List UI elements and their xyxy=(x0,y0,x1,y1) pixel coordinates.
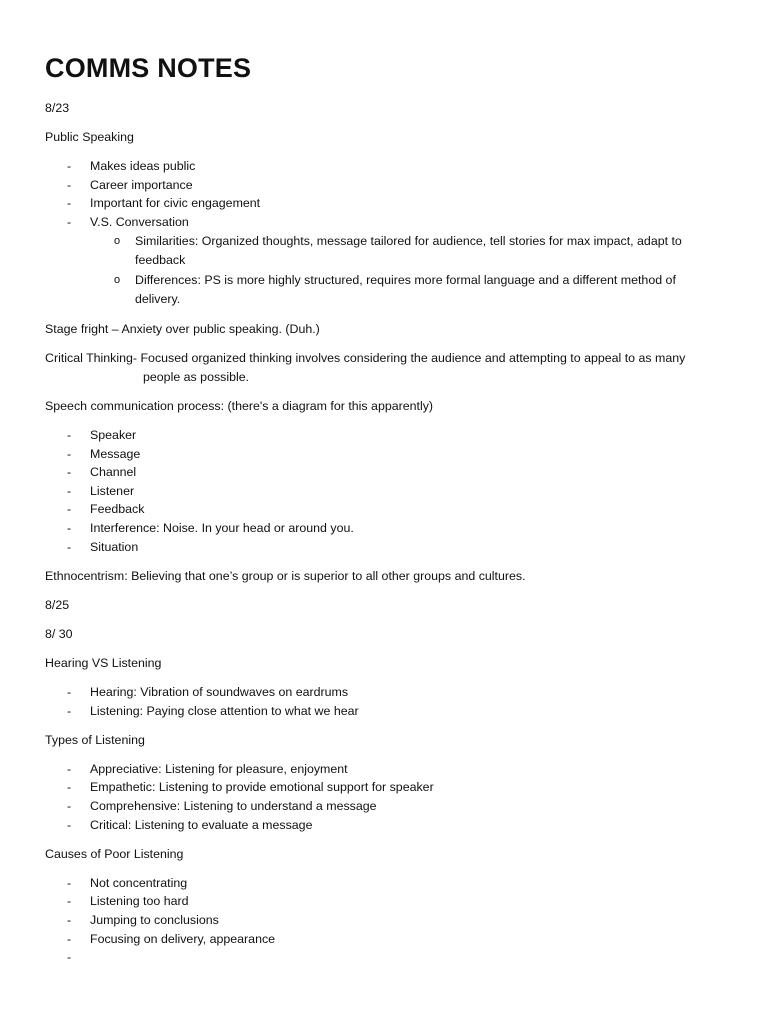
dash-bullet: - xyxy=(67,703,72,718)
dash-bullet: - xyxy=(67,427,72,442)
list-item xyxy=(45,816,723,835)
section-heading-speech-process: Speech communication process: (there's a diagram for this apparently) xyxy=(45,398,434,413)
sub-list-item xyxy=(45,271,723,310)
list-item-text: V.S. Conversation xyxy=(90,214,189,229)
dash-bullet: - xyxy=(67,931,72,946)
dash-bullet: - xyxy=(67,196,72,211)
ethnocentrism-note: Ethnocentrism: Believing that one’s group or is superior to all other groups and cultures. xyxy=(45,568,526,583)
list-item-text: Career importance xyxy=(90,177,193,192)
list-item xyxy=(45,426,723,445)
dash-bullet: - xyxy=(67,465,72,480)
list-item-text: Appreciative: Listening for pleasure, enjoyment xyxy=(90,761,348,776)
sub-list-item-text: Differences: PS is more highly structured, requires more formal language and a different method of delivery. xyxy=(135,272,676,307)
dash-bullet: - xyxy=(67,177,72,192)
list-item-text: Critical: Listening to evaluate a message xyxy=(90,817,313,832)
types-of-listening-list xyxy=(45,760,723,834)
public-speaking-list xyxy=(45,157,723,309)
dash-bullet: - xyxy=(67,780,72,795)
hearing-vs-listening-list xyxy=(45,683,723,720)
list-item-text: Listening too hard xyxy=(90,894,189,909)
list-item-text: Makes ideas public xyxy=(90,159,196,174)
stage-fright-note: Stage fright – Anxiety over public speaking. (Duh.) xyxy=(45,322,320,337)
list-item xyxy=(45,702,723,721)
sub-list-item xyxy=(45,232,723,271)
list-item-text: Focusing on delivery, appearance xyxy=(90,931,276,946)
list-item xyxy=(45,176,723,195)
list-item xyxy=(45,445,723,464)
list-item xyxy=(45,157,723,176)
list-item xyxy=(45,500,723,519)
conversation-sublist xyxy=(45,232,723,310)
list-item xyxy=(45,519,723,538)
dash-bullet: - xyxy=(67,483,72,498)
dash-bullet: - xyxy=(67,446,72,461)
list-item xyxy=(45,778,723,797)
section-heading-poor-listening: Causes of Poor Listening xyxy=(45,846,184,861)
date-heading: 8/25 xyxy=(45,597,70,612)
dash-bullet: - xyxy=(67,894,72,909)
list-item-text: Channel xyxy=(90,465,137,480)
dash-bullet: - xyxy=(67,214,72,229)
dash-bullet: - xyxy=(67,159,72,174)
list-item xyxy=(45,213,723,310)
list-item-text: Interference: Noise. In your head or around you. xyxy=(90,520,354,535)
list-item-text: Message xyxy=(90,446,141,461)
list-item-text: Not concentrating xyxy=(90,875,188,890)
list-item xyxy=(45,911,723,930)
list-item xyxy=(45,874,723,893)
dash-bullet: - xyxy=(67,539,72,554)
circle-bullet: o xyxy=(114,234,121,247)
speech-process-list xyxy=(45,426,723,556)
date-heading: 8/ 30 xyxy=(45,626,73,641)
list-item-text: Hearing: Vibration of soundwaves on eardrums xyxy=(90,684,349,699)
list-item xyxy=(45,482,723,501)
dash-bullet: - xyxy=(67,817,72,832)
dash-bullet: - xyxy=(67,912,72,927)
dash-bullet: - xyxy=(67,684,72,699)
page-title: COMMS NOTES xyxy=(45,53,252,83)
section-heading-hearing-vs-listening: Hearing VS Listening xyxy=(45,655,162,670)
list-item xyxy=(45,683,723,702)
list-item-text: Jumping to conclusions xyxy=(90,912,219,927)
list-item-text: Listener xyxy=(90,483,135,498)
dash-bullet: - xyxy=(67,502,72,517)
dash-bullet: - xyxy=(67,950,72,965)
list-item xyxy=(45,760,723,779)
list-item xyxy=(45,538,723,557)
section-heading-public-speaking: Public Speaking xyxy=(45,130,134,145)
sub-list-item-text: Similarities: Organized thoughts, message tailored for audience, tell stories for max impact, adapt to feedback xyxy=(135,233,682,268)
list-item-text: Comprehensive: Listening to understand a message xyxy=(90,798,377,813)
dash-bullet: - xyxy=(67,875,72,890)
dash-bullet: - xyxy=(67,520,72,535)
circle-bullet: o xyxy=(114,273,121,286)
list-item xyxy=(45,930,723,949)
list-item-text: Situation xyxy=(90,539,139,554)
list-item-text: Feedback xyxy=(90,502,145,517)
list-item-text: Listening: Paying close attention to what we hear xyxy=(90,703,359,718)
dash-bullet: - xyxy=(67,798,72,813)
list-item-text: Important for civic engagement xyxy=(90,196,261,211)
list-item-text: Speaker xyxy=(90,427,137,442)
list-item-text: Empathetic: Listening to provide emotional support for speaker xyxy=(90,780,434,795)
date-heading: 8/23 xyxy=(45,101,70,115)
list-item xyxy=(45,194,723,213)
dash-bullet: - xyxy=(67,761,72,776)
list-item xyxy=(45,463,723,482)
list-item xyxy=(45,892,723,911)
poor-listening-list xyxy=(45,874,723,965)
section-heading-types-of-listening: Types of Listening xyxy=(45,732,145,747)
list-item xyxy=(45,797,723,816)
critical-thinking-note: Critical Thinking- Focused organized thinking involves considering the audience and attempting to appeal to as many people as possible. xyxy=(45,351,686,384)
